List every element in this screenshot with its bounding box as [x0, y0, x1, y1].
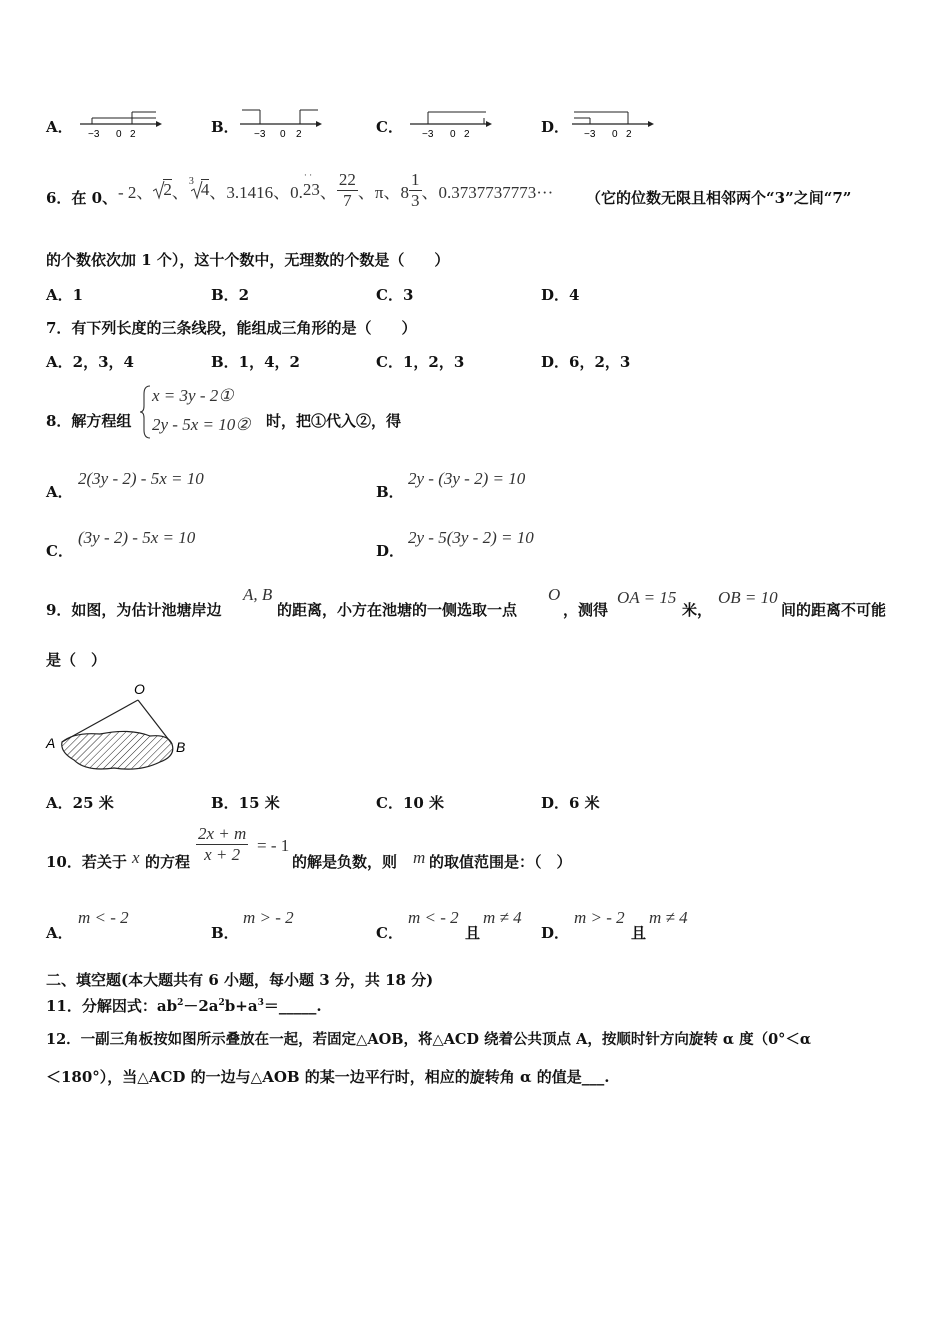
q6-numbers-c: 、: [319, 182, 337, 202]
q6-stem-line2: 的个数依次加 1 个），这十个数中，无理数的个数是（ ）: [46, 251, 450, 269]
q8-option-d-label: D．: [376, 542, 405, 560]
q6-fraction-1-3: [409, 170, 422, 211]
q9-o: O: [548, 585, 561, 604]
q6-numbers-a: - 2、: [118, 182, 154, 202]
q6-frac2-num: 1: [411, 169, 420, 189]
q7-option-a: A．2，3，4: [46, 353, 134, 371]
q5-number-line-b: [238, 104, 322, 142]
q6-option-a: A．1: [46, 286, 84, 304]
q6-repeat-dots: · ·: [303, 170, 313, 180]
question-11: [46, 995, 322, 1016]
svg-text:2: 2: [464, 129, 470, 140]
q10-fraction: [196, 824, 248, 865]
q8-option-c: (3y - 2) - 5x = 10: [78, 528, 196, 547]
q8-option-b-label: B．: [376, 483, 404, 501]
q10-lead: 10．若关于: [46, 853, 127, 871]
q12-line2: ＜180°），当△ACD 的一边与△AOB 的某一边平行时，相应的旋转角 α 的值是___.: [46, 1068, 610, 1086]
q5-number-line-c: [408, 104, 492, 142]
q10-option-d-and: 且: [631, 924, 647, 942]
q10-option-d-part1: m > - 2: [574, 908, 625, 927]
q10-option-c-label: C．: [376, 924, 403, 942]
q10-tail: 的取值范围是：（ ）: [429, 853, 572, 871]
q6-sqrt2-value: 2: [163, 180, 172, 199]
q10-option-c-part1: m < - 2: [408, 908, 459, 927]
q8-option-b: 2y - (3y - 2) = 10: [408, 469, 526, 488]
q10-option-d-label: D．: [541, 924, 570, 942]
q10-option-c-part2: m ≠ 4: [483, 908, 522, 927]
q10-option-b: m > - 2: [243, 908, 294, 927]
q9-mid2: ，测得: [563, 601, 609, 619]
q10-option-a: m < - 2: [78, 908, 129, 927]
q6-option-c: C．3: [376, 286, 414, 304]
q6-sqrt2: [153, 180, 172, 200]
q9-mid3: 米，: [682, 601, 713, 619]
q10-mid2: 的解是负数，则: [292, 853, 398, 871]
q9-option-d: D．6 米: [541, 794, 600, 812]
svg-text:2: 2: [296, 129, 302, 140]
q6-repeat-digits: 23: [302, 180, 320, 199]
q5-option-d-label: D．: [541, 118, 570, 136]
q6-number-list: [118, 170, 553, 210]
q7-option-b: B．1，4，2: [211, 353, 300, 371]
q8-equation-1: x = 3y - 2①: [152, 386, 234, 405]
svg-text:2: 2: [130, 129, 136, 140]
q6-lead: 6．在 0、: [46, 189, 118, 207]
svg-text:0: 0: [450, 129, 456, 140]
q11-sup3: 3: [257, 998, 264, 1008]
q9-mid1: 的距离，小方在池塘的一侧选取一点: [277, 601, 518, 619]
q10-option-c-and: 且: [465, 924, 481, 942]
q6-repeating: [302, 170, 320, 200]
q10-option-b-label: B．: [211, 924, 239, 942]
q7-stem: 7．有下列长度的三条线段，能组成三角形的是（ ）: [46, 319, 417, 337]
q8-option-d: 2y - 5(3y - 2) = 10: [408, 528, 534, 547]
q11-sup2: 2: [218, 998, 225, 1008]
q6-note: （它的位数无限且相邻两个“3”之间“7”: [586, 189, 852, 207]
q9-option-b: B．15 米: [211, 794, 280, 812]
q5-number-line-a: [78, 104, 162, 142]
q6-frac1-den: 7: [343, 190, 352, 210]
q6-cbrt-index: 3: [188, 176, 194, 187]
q5-option-c-label: C．: [376, 118, 403, 136]
q6-option-d: D．4: [541, 286, 580, 304]
q8-option-c-label: C．: [46, 542, 73, 560]
q9-lead: 9．如图，为估计池塘岸边: [46, 601, 222, 619]
svg-text:2: 2: [626, 129, 632, 140]
section-2-heading: 二、填空题(本大题共有 6 小题，每小题 3 分，共 18 分): [46, 971, 434, 989]
q6-numbers-b: 、3.1416、0.: [209, 182, 303, 202]
q6-frac2-den: 3: [411, 190, 420, 210]
q6-frac1-num: 22: [338, 169, 356, 189]
q9-oa: OA = 15: [617, 588, 677, 607]
q11-mid2: b+a: [224, 997, 258, 1015]
q9-pond-shape: [62, 731, 173, 769]
q8-tail: 时，把①代入②，得: [266, 412, 402, 430]
q6-numbers-e: 、0.3737737773···: [421, 182, 554, 202]
q9-ob: OB = 10: [718, 588, 778, 607]
q7-option-d: D．6，2，3: [541, 353, 631, 371]
q6-option-b: B．2: [211, 286, 250, 304]
svg-text:−3: −3: [584, 129, 596, 140]
q10-option-d-part2: m ≠ 4: [649, 908, 688, 927]
q10-mid1: 的方程: [145, 853, 191, 871]
q6-separator: 、: [171, 182, 189, 202]
q8-system-brace: [140, 384, 152, 440]
q10-frac-den: x + 2: [204, 845, 241, 864]
svg-text:−3: −3: [422, 129, 434, 140]
q9-mid4: 间的距离不可能: [781, 601, 887, 619]
q9-label-b: B: [176, 739, 186, 755]
q6-fraction-22-7: [337, 170, 358, 211]
q9-option-a: A．25 米: [46, 794, 114, 812]
svg-text:−3: −3: [88, 129, 100, 140]
q6-numbers-d: 、π、8: [357, 182, 410, 202]
q8-option-a: 2(3y - 2) - 5x = 10: [78, 469, 204, 488]
q5-option-b-label: B．: [211, 118, 239, 136]
q8-lead: 8．解方程组: [46, 412, 132, 430]
q12-line1: 12．一副三角板按如图所示叠放在一起，若固定△AOB，将△ACD 绕着公共顶点 A，按顺时针方向旋转 α 度（0°＜α: [46, 1031, 812, 1048]
q10-x: x: [132, 848, 140, 867]
q8-equation-2: 2y - 5x = 10②: [152, 415, 251, 434]
q11-tail: ＝_____.: [263, 997, 322, 1015]
q8-option-a-label: A．: [46, 483, 73, 501]
q10-frac-num: 2x + m: [198, 824, 247, 843]
q10-rhs: = - 1: [257, 836, 290, 855]
q5-number-line-d: [570, 104, 654, 142]
q9-ab: A, B: [243, 585, 273, 604]
q9-option-c: C．10 米: [376, 794, 445, 812]
q5-option-a-label: A．: [46, 118, 73, 136]
q11-mid1: －2a: [183, 997, 219, 1015]
q6-cbrt4-value: 4: [200, 180, 210, 199]
svg-text:0: 0: [116, 129, 122, 140]
q10-option-a-label: A．: [46, 924, 73, 942]
q9-pond-figure: [40, 676, 200, 776]
q9-label-o: O: [134, 681, 145, 697]
q11-sup1: 2: [177, 998, 184, 1008]
svg-text:0: 0: [280, 129, 286, 140]
q6-cbrt4: [188, 176, 210, 200]
q7-option-c: C．1，2，3: [376, 353, 465, 371]
svg-text:−3: −3: [254, 129, 266, 140]
q9-label-a: A: [46, 735, 56, 751]
q11-lead: 11．分解因式：ab: [46, 997, 178, 1015]
q10-m: m: [413, 848, 426, 867]
q9-stem-line2: 是（ ）: [46, 651, 107, 669]
svg-text:0: 0: [612, 129, 618, 140]
